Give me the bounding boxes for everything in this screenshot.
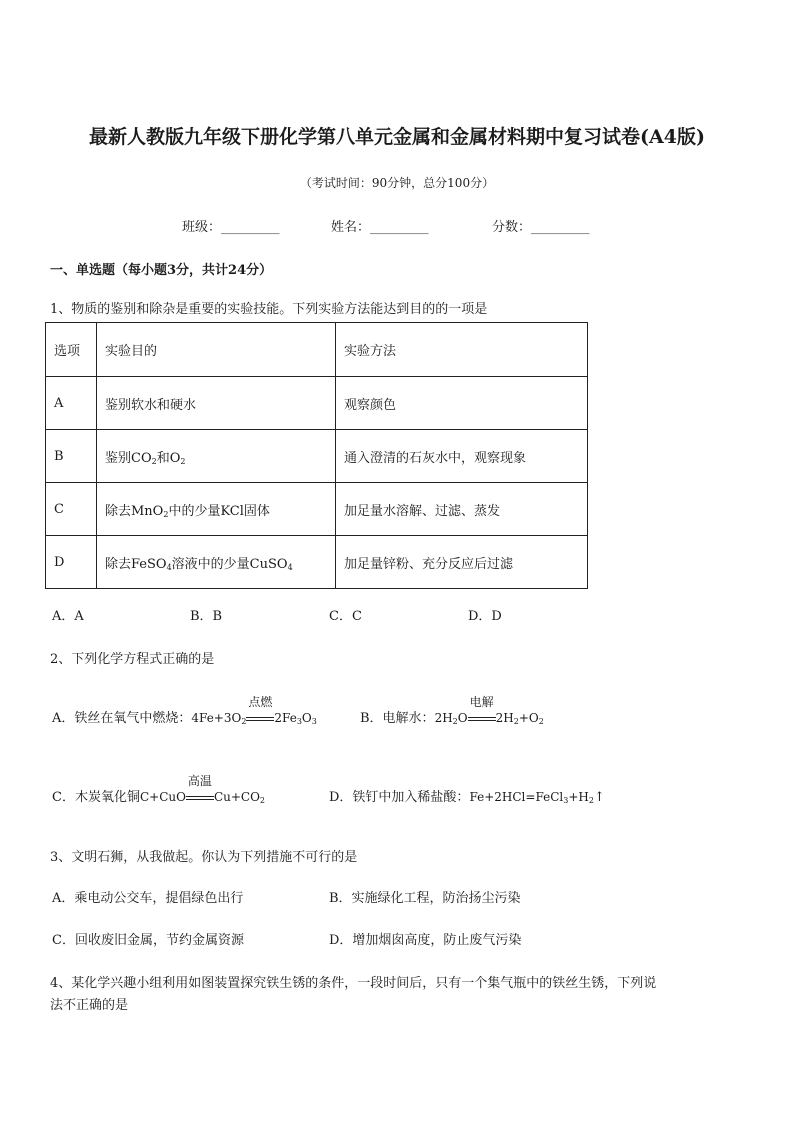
choice-label: D．铁钉中加入稀盐酸： <box>329 790 470 805</box>
goal-text: 和O <box>156 450 181 466</box>
question-3-stem: 3、文明石狮，从我做起。你认为下列措施不可行的是 <box>50 850 358 865</box>
subscript: 3 <box>311 717 317 726</box>
table-cell-method: 加足量锌粉、充分反应后过滤 <box>336 536 588 589</box>
subscript: 2 <box>513 717 519 726</box>
equation-left: C+CuO <box>139 790 186 804</box>
choice-d[interactable] <box>329 787 605 811</box>
subscript: 4 <box>166 562 172 572</box>
choice-a[interactable] <box>52 695 317 732</box>
table-cell-goal <box>97 483 336 536</box>
table-row <box>46 377 588 430</box>
table-cell-method: 加足量水溶解、过滤、蒸发 <box>336 483 588 536</box>
condition-text: 高温 <box>187 774 212 788</box>
exam-subtitle: （考试时间：90分钟，总分100分） <box>299 176 495 190</box>
section-heading: 一、单选题（每小题3分，共计24分） <box>50 263 273 278</box>
choice-label: A．铁丝在氧气中燃烧： <box>52 711 192 726</box>
equation-right: 2H <box>495 711 514 725</box>
goal-text: 溶液中的少量CuSO <box>171 556 288 572</box>
equation-left: O <box>457 711 468 725</box>
choice-c[interactable]: C．回收废旧金属，节约金属资源 <box>52 933 244 948</box>
table-header-cell: 实验目的 <box>97 323 336 377</box>
subscript: 2 <box>538 717 544 726</box>
choice-a[interactable]: A．A <box>52 609 84 624</box>
subscript: 2 <box>163 509 169 519</box>
equation-right: 2Fe <box>274 711 297 725</box>
table-cell-option: A <box>46 377 97 430</box>
question-1-table <box>45 322 588 589</box>
question-4-line: 4、某化学兴趣小组利用如图装置探究铁生锈的条件，一段时间后，只有一个集气瓶中的铁丝生锈，下列说 <box>50 976 657 991</box>
condition-text: 点燃 <box>248 695 273 709</box>
table-cell-method: 观察颜色 <box>336 377 588 430</box>
subscript: 2 <box>452 717 458 726</box>
name-field: 姓名：_________ <box>331 220 429 235</box>
goal-text: 中的少量KCl固体 <box>168 503 270 519</box>
subscript: 2 <box>259 796 266 805</box>
table-cell-option: C <box>46 483 97 536</box>
goal-text: 除去MnO <box>105 503 164 519</box>
subscript: 3 <box>296 717 302 726</box>
table-cell-goal <box>97 430 336 483</box>
goal-text: 鉴别软水和硬水 <box>105 397 197 413</box>
table-header-cell: 选项 <box>46 323 97 377</box>
reaction-condition <box>468 695 496 729</box>
subscript: 2 <box>180 456 186 466</box>
equation: Fe+2HCl=FeCl <box>469 790 564 804</box>
choice-c[interactable] <box>52 774 266 811</box>
question-1-stem: 1、物质的鉴别和除杂是重要的实验技能。下列实验方法能达到目的的一项是 <box>50 302 488 317</box>
reaction-condition <box>246 695 274 729</box>
table-cell-option: D <box>46 536 97 589</box>
table-cell-option: B <box>46 430 97 483</box>
goal-text: 除去FeSO <box>105 556 167 572</box>
table-cell-goal <box>97 536 336 589</box>
table-cell-goal <box>97 377 336 430</box>
equals-bars <box>468 717 496 721</box>
equation-right: +O <box>518 711 539 725</box>
equation-left: 2H <box>434 711 453 725</box>
table-row <box>46 536 588 589</box>
choice-d[interactable]: D．D <box>468 609 502 624</box>
table-cell-method: 通入澄清的石灰水中，观察现象 <box>336 430 588 483</box>
equation: +H <box>568 790 589 804</box>
choice-c[interactable]: C．C <box>329 609 362 624</box>
equation-left: 4Fe+3O <box>191 711 242 725</box>
choice-label: B．电解水： <box>360 711 435 726</box>
choice-label: C．木炭氧化铜 <box>52 790 140 805</box>
gas-arrow-icon: ↑ <box>593 790 605 805</box>
choice-b[interactable]: B．实施绿化工程，防治扬尘污染 <box>329 891 521 906</box>
subscript: 2 <box>241 717 247 726</box>
table-header-cell: 实验方法 <box>336 323 588 377</box>
reaction-condition <box>186 774 214 808</box>
class-field: 班级：_________ <box>182 220 280 235</box>
score-field: 分数：_________ <box>492 220 590 235</box>
exam-title: 最新人教版九年级下册化学第八单元金属和金属材料期中复习试卷(A4版) <box>89 126 705 148</box>
equals-bars <box>246 717 274 721</box>
table-header-row <box>46 323 588 377</box>
equation-right: Cu+CO <box>213 790 260 804</box>
subscript: 2 <box>588 796 594 805</box>
question-4-stem <box>50 973 750 1017</box>
question-4-line: 法不正确的是 <box>50 998 129 1013</box>
condition-text: 电解 <box>469 695 494 709</box>
subscript: 2 <box>151 456 157 466</box>
choice-b[interactable]: B．B <box>190 609 223 624</box>
equation-right: O <box>301 711 312 725</box>
table-row <box>46 430 588 483</box>
choice-d[interactable]: D．增加烟囱高度，防止废气污染 <box>329 933 522 948</box>
subscript: 4 <box>287 562 293 572</box>
question-2-stem: 2、下列化学方程式正确的是 <box>50 652 215 667</box>
goal-text: 鉴别CO <box>105 450 152 466</box>
choice-b[interactable] <box>360 695 544 732</box>
equals-bars <box>186 796 214 800</box>
choice-a[interactable]: A．乘电动公交车，提倡绿色出行 <box>52 891 244 906</box>
table-row <box>46 483 588 536</box>
subscript: 3 <box>563 796 569 805</box>
